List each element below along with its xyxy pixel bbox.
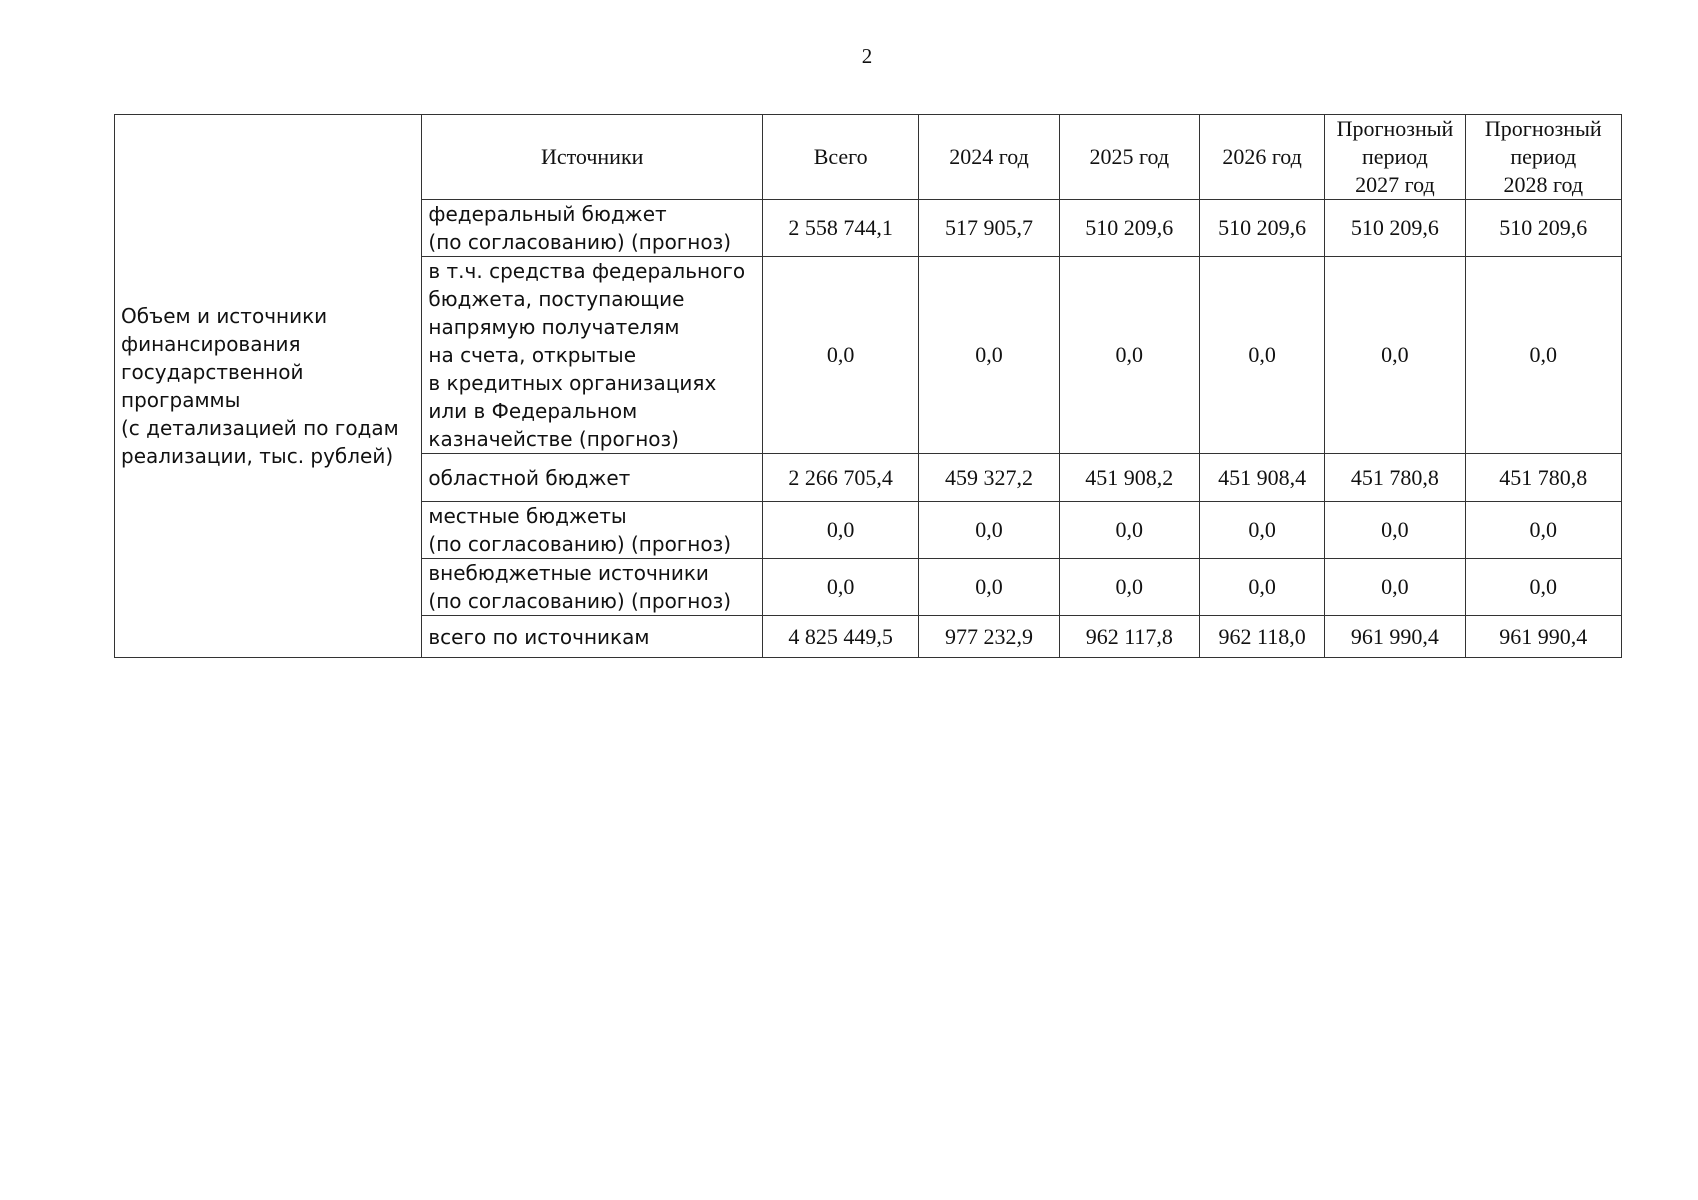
value-2025: 0,0 [1059, 502, 1199, 559]
source-name: всего по источникам [422, 616, 763, 658]
value-total: 0,0 [762, 502, 918, 559]
value-total: 0,0 [762, 257, 918, 454]
source-name: внебюджетные источники (по согласованию) (прогноз) [422, 559, 763, 616]
table-row-label: Объем и источники финансирования государственной программы (с детализацией по годам реализации, тыс. рублей) [115, 115, 422, 658]
value-2026: 451 908,4 [1199, 454, 1324, 502]
source-name: в т.ч. средства федерального бюджета, поступающие напрямую получателям на счета, открытые в кредитных организациях или в Федеральном казначействе (прогноз) [422, 257, 763, 454]
value-2025: 962 117,8 [1059, 616, 1199, 658]
value-2027: 510 209,6 [1325, 200, 1465, 257]
value-2025: 510 209,6 [1059, 200, 1199, 257]
column-header-total: Всего [762, 115, 918, 200]
value-total: 4 825 449,5 [762, 616, 918, 658]
financing-table [114, 114, 1622, 658]
column-header-2028: Прогнозный период 2028 год [1465, 115, 1621, 200]
value-total: 2 558 744,1 [762, 200, 918, 257]
value-2027: 451 780,8 [1325, 454, 1465, 502]
page-number: 2 [861, 44, 873, 68]
value-2024: 977 232,9 [919, 616, 1059, 658]
value-2028: 451 780,8 [1465, 454, 1621, 502]
value-2028: 0,0 [1465, 502, 1621, 559]
value-2027: 961 990,4 [1325, 616, 1465, 658]
value-2025: 0,0 [1059, 257, 1199, 454]
value-total: 0,0 [762, 559, 918, 616]
value-2026: 0,0 [1199, 559, 1324, 616]
value-2026: 0,0 [1199, 257, 1324, 454]
value-2026: 962 118,0 [1199, 616, 1324, 658]
value-2027: 0,0 [1325, 257, 1465, 454]
value-2024: 459 327,2 [919, 454, 1059, 502]
table-header-row [115, 115, 1622, 200]
source-name: местные бюджеты (по согласованию) (прогноз) [422, 502, 763, 559]
column-header-2026: 2026 год [1199, 115, 1324, 200]
value-2028: 510 209,6 [1465, 200, 1621, 257]
source-name: областной бюджет [422, 454, 763, 502]
value-2026: 0,0 [1199, 502, 1324, 559]
value-2028: 0,0 [1465, 559, 1621, 616]
value-2027: 0,0 [1325, 502, 1465, 559]
column-header-2024: 2024 год [919, 115, 1059, 200]
value-2027: 0,0 [1325, 559, 1465, 616]
value-total: 2 266 705,4 [762, 454, 918, 502]
value-2026: 510 209,6 [1199, 200, 1324, 257]
source-name: федеральный бюджет (по согласованию) (прогноз) [422, 200, 763, 257]
column-header-2027: Прогнозный период 2027 год [1325, 115, 1465, 200]
column-header-2025: 2025 год [1059, 115, 1199, 200]
value-2024: 517 905,7 [919, 200, 1059, 257]
value-2025: 0,0 [1059, 559, 1199, 616]
value-2028: 0,0 [1465, 257, 1621, 454]
value-2024: 0,0 [919, 257, 1059, 454]
value-2024: 0,0 [919, 559, 1059, 616]
column-header-sources: Источники [422, 115, 763, 200]
value-2028: 961 990,4 [1465, 616, 1621, 658]
value-2025: 451 908,2 [1059, 454, 1199, 502]
value-2024: 0,0 [919, 502, 1059, 559]
